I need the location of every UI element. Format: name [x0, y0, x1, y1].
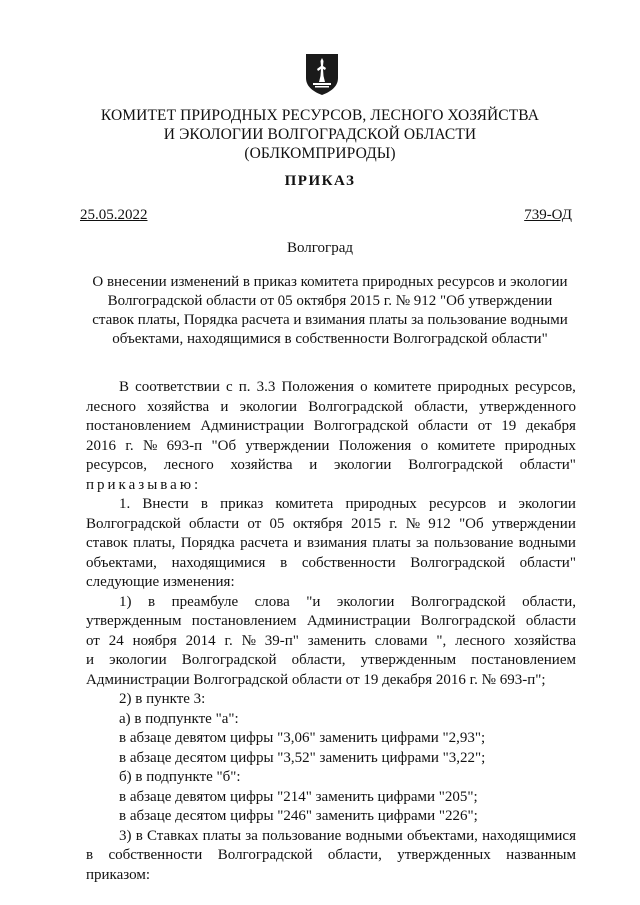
list-item: б) в подпункте "б":	[119, 769, 241, 785]
body-line: 1) в преамбуле слова "и экологии Волгоградской области,	[119, 593, 576, 610]
body-line: 3) в Ставках платы за пользование водными объектами, находящимися	[119, 827, 576, 844]
subject-line: ставок платы, Порядка расчета и взимания платы за пользование водными	[92, 312, 568, 328]
body-line: постановлением Администрации Волгоградской области от 19 декабря	[86, 418, 576, 434]
body-line: 1. Внести в приказ комитета природных ресурсов и экологии	[119, 496, 576, 512]
body-line: Волгоградской области от 05 октября 2015 г. № 912 "Об утверждении	[86, 515, 576, 532]
body-line: 2016 г. № 693-п "Об утверждении Положения о комитете природных	[86, 437, 576, 454]
list-item: а) в подпункте "а":	[119, 710, 239, 727]
committee-line-1: КОМИТЕТ ПРИРОДНЫХ РЕСУРСОВ, ЛЕСНОГО ХОЗЯЙСТВА	[100, 107, 540, 124]
body-line: от 24 ноября 2014 г. № 39-п" заменить словами ", лесного хозяйства	[86, 632, 576, 649]
decree-word: приказываю:	[86, 476, 202, 493]
body-line: ресурсов, лесного хозяйства и экологии Волгоградской области"	[86, 457, 576, 473]
list-item: в абзаце девятом цифры "3,06" заменить цифрами "2,93";	[119, 730, 486, 746]
list-item: в абзаце десятом цифры "246" заменить цифрами "226";	[119, 808, 478, 824]
order-body	[86, 378, 576, 885]
order-date: 25.05.2022	[80, 207, 148, 223]
list-item: в абзаце девятом цифры "214" заменить цифрами "205";	[119, 788, 478, 805]
body-line: утвержденным постановлением Администрации Волгоградской области	[86, 613, 576, 629]
subject-line: О внесении изменений в приказ комитета природных ресурсов и экологии	[92, 274, 568, 290]
list-item: 2) в пункте 3:	[119, 691, 206, 707]
order-number: 739-ОД	[524, 207, 572, 223]
committee-line-3: (ОБЛКОМПРИРОДЫ)	[244, 145, 396, 162]
volgograd-coat-of-arms-icon	[304, 52, 340, 96]
body-line: следующие изменения:	[86, 574, 235, 590]
body-line: и экологии Волгоградской области, утвержденным постановлением	[86, 652, 576, 668]
body-line: приказом:	[86, 866, 150, 883]
subject-line: объектами, находящимися в собственности Волгоградской области"	[112, 331, 548, 347]
subject-line: Волгоградской области от 05 октября 2015 г. № 912 "Об утверждении	[107, 293, 553, 309]
body-line: в собственности Волгоградской области, утвержденных названным	[86, 847, 576, 863]
order-subject	[80, 273, 580, 349]
city-name: Волгоград	[286, 240, 353, 256]
list-item: в абзаце десятом цифры "3,52" заменить цифрами "3,22";	[119, 749, 486, 766]
body-line: лесного хозяйства и экологии Волгоградской области, утвержденного	[86, 398, 576, 415]
committee-line-2: И ЭКОЛОГИИ ВОЛГОГРАДСКОЙ ОБЛАСТИ	[163, 126, 477, 143]
body-line: В соответствии с п. 3.3 Положения о комитете природных ресурсов,	[119, 379, 576, 395]
body-line: объектами, находящимися в собственности Волгоградской области"	[86, 554, 576, 571]
body-line: Администрации Волгоградской области от 19 декабря 2016 г. № 693-п";	[86, 671, 546, 688]
body-line: ставок платы, Порядка расчета и взимания платы за пользование водными	[86, 535, 576, 551]
document-title: ПРИКАЗ	[284, 173, 356, 189]
committee-name	[60, 106, 580, 163]
